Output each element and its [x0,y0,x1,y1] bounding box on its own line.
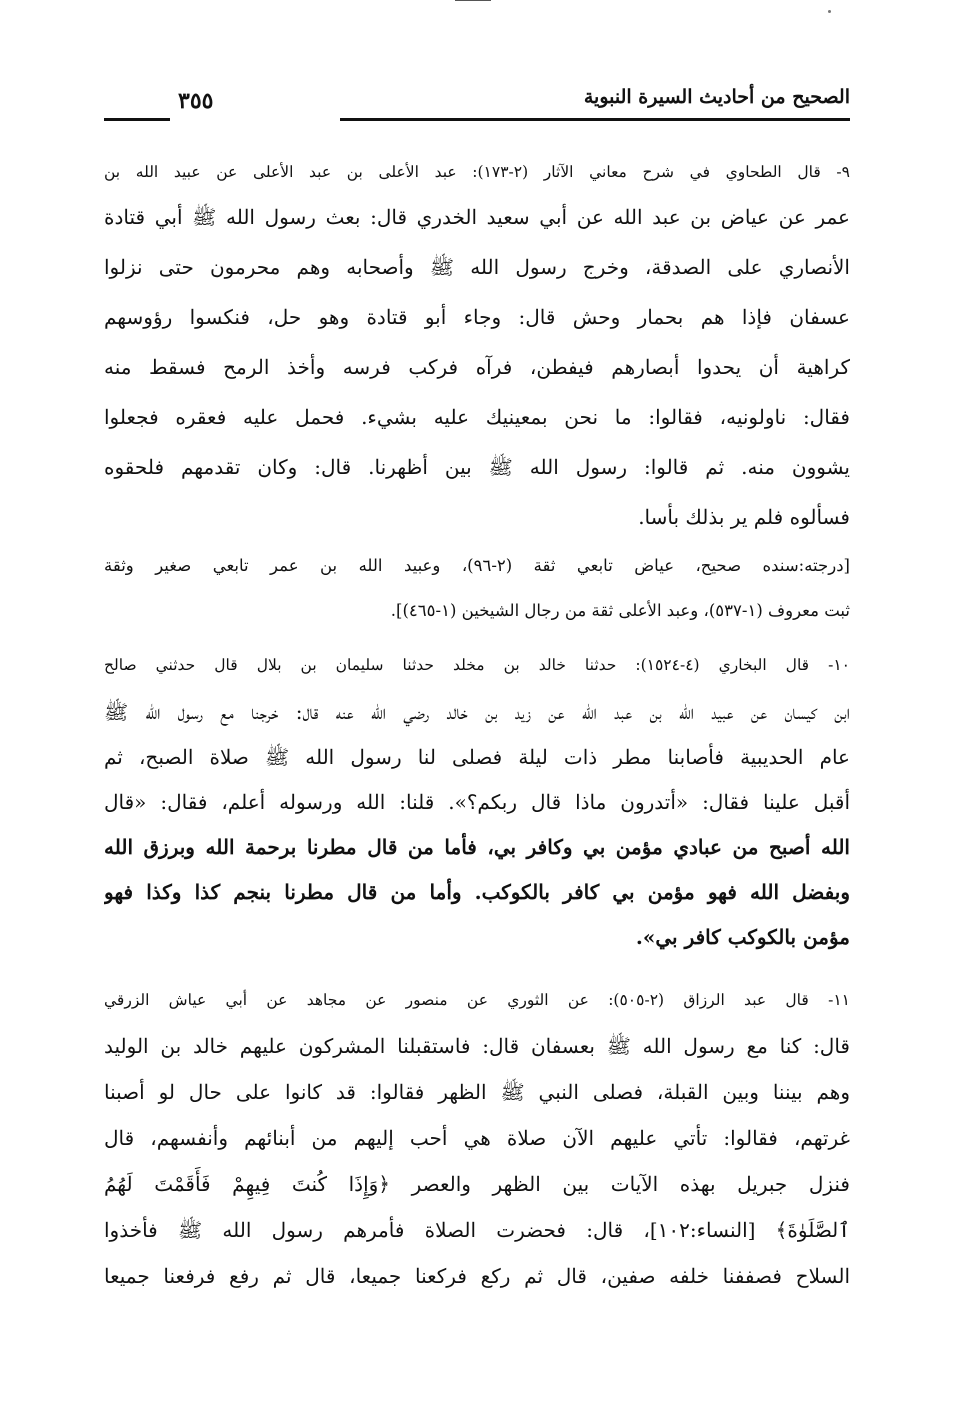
text-line: ثبت معروف (١-٥٣٧)، وعبد الأعلى ثقة من رجال الشيخين (١-٤٦٥)]. [390,601,850,620]
text-line: عام الحديبية فأصابنا مطر ذات ليلة فصلى لنا رسول الله ﷺ صلاة الصبح، ثم [104,745,850,769]
text-line: عمر عن عياض بن عبد الله عن أبي سعيد الخدري قال: بعث رسول الله ﷺ أبي قتادة [104,205,850,229]
page-number: ٣٥٥ [178,88,214,114]
text-line: غرتهم، فقالوا: تأتي عليهم الآن صلاة هي أحب إليهم من أبنائهم وأنفسهم، قال [104,1126,850,1150]
text-line: السلاح فصففنا خلفه صفين، قال ثم ركع فركعنا جميعا، قال ثم رفع فرفعنا جميعا [104,1264,850,1288]
hadith-quote-line: وبفضل الله فهو مؤمن بي كافر بالكوكب. وأما من قال مطرنا بنجم كذا وكذا فهو [104,880,850,904]
text-line: ابن كيسان عن عبيد الله بن عبد الله عن زيد بن خالد رضي الله عنه قال: خرجنا مع رسول الله ﷺ [104,700,850,724]
hadith-paragraph-9 [104,152,850,542]
text-line: الأنصاري على الصدقة، وخرج رسول الله ﷺ وأصحابه وهم محرمون حتى نزلوا [104,255,850,279]
hadith-paragraph-11 [104,977,850,1299]
text-line: وهم بيننا وبين القبلة، فصلى النبي ﷺ الظهر فقالوا: قد كانوا على حال لو أصبنا [104,1080,850,1104]
top-edge-mark [455,0,491,1]
text-line: قال: كنا مع رسول الله ﷺ بعسفان قال: فاستقبلنا المشركون عليهم خالد بن الوليد [104,1034,850,1058]
page-number-rule [104,118,170,121]
hadith-quote-line: مؤمن بالكوكب كافر بي». [635,925,850,949]
text-line: كراهية أن يحدوا أبصارهم فيفطن، فرآه فركب فرسه وأخذ الرمح فسقط منه [104,355,850,379]
text-line: ٱلصَّلَوٰةَ﴾ [النساء:١٠٢]، قال: فحضرت الصلاة فأمرهم رسول الله ﷺ فأخذوا [104,1218,850,1242]
text-line: فنزل جبريل بهذه الآيات بين الظهر والعصر ﴿وَإِذَا كُنتَ فِيهِمْ فَأَقَمْتَ لَهُمُ [104,1172,850,1196]
text-line: عسفان فإذا هم بحمار وحش قال: وجاء أبو قتادة وهو حل، فنكسوا رؤوسهم [104,305,850,329]
text-line: يشوون منه. ثم قالوا: رسول الله ﷺ بين أظهرنا. قال: وكان تقدمهم فلحقوه [104,455,850,479]
hadith-paragraph-10 [104,640,850,960]
text-line: أقبل علينا فقال: «أتدرون ماذا قال ربكم؟». قلنا: الله ورسوله أعلم، فقال: «قال [104,790,850,814]
text-line: ١١- قال عبد الرزاق (٢-٥٠٥): عن الثوري عن منصور عن مجاهد عن أبي عياش الزرقي [104,991,850,1009]
header-title: الصحيح من أحاديث السيرة النبوية [583,86,850,108]
text-line: ٩- قال الطحاوي في شرح معاني الآثار (٢-١٧٣): عبد الأعلى بن عبد الأعلى عن عبيد الله بن [104,163,850,181]
running-header [104,80,850,122]
grading-note [104,543,850,633]
header-rule [340,118,850,121]
text-line: ١٠- قال البخاري (٤-١٥٢٤): حدثنا خالد بن مخلد حدثنا سليمان بن بلال قال حدثني صالح [104,656,850,674]
text-line: [درجته:سنده صحيح، عياض تابعي ثقة (٢-٩٦)، وعبيد الله بن عمر تابعي صغير وثقة [104,556,850,575]
hadith-quote-line: الله أصبح من عبادي مؤمن بي وكافر بي، فأما من قال مطرنا برحمة الله وبرزق الله [104,835,850,859]
text-line: فقال: ناولونيه، فقالوا: ما نحن بمعينيك عليه بشيء. فحمل عليه فعقره فجعلوا [104,405,850,429]
scan-speck [828,10,831,13]
text-line: فسألوه فلم ير بذلك بأسا. [638,505,850,529]
